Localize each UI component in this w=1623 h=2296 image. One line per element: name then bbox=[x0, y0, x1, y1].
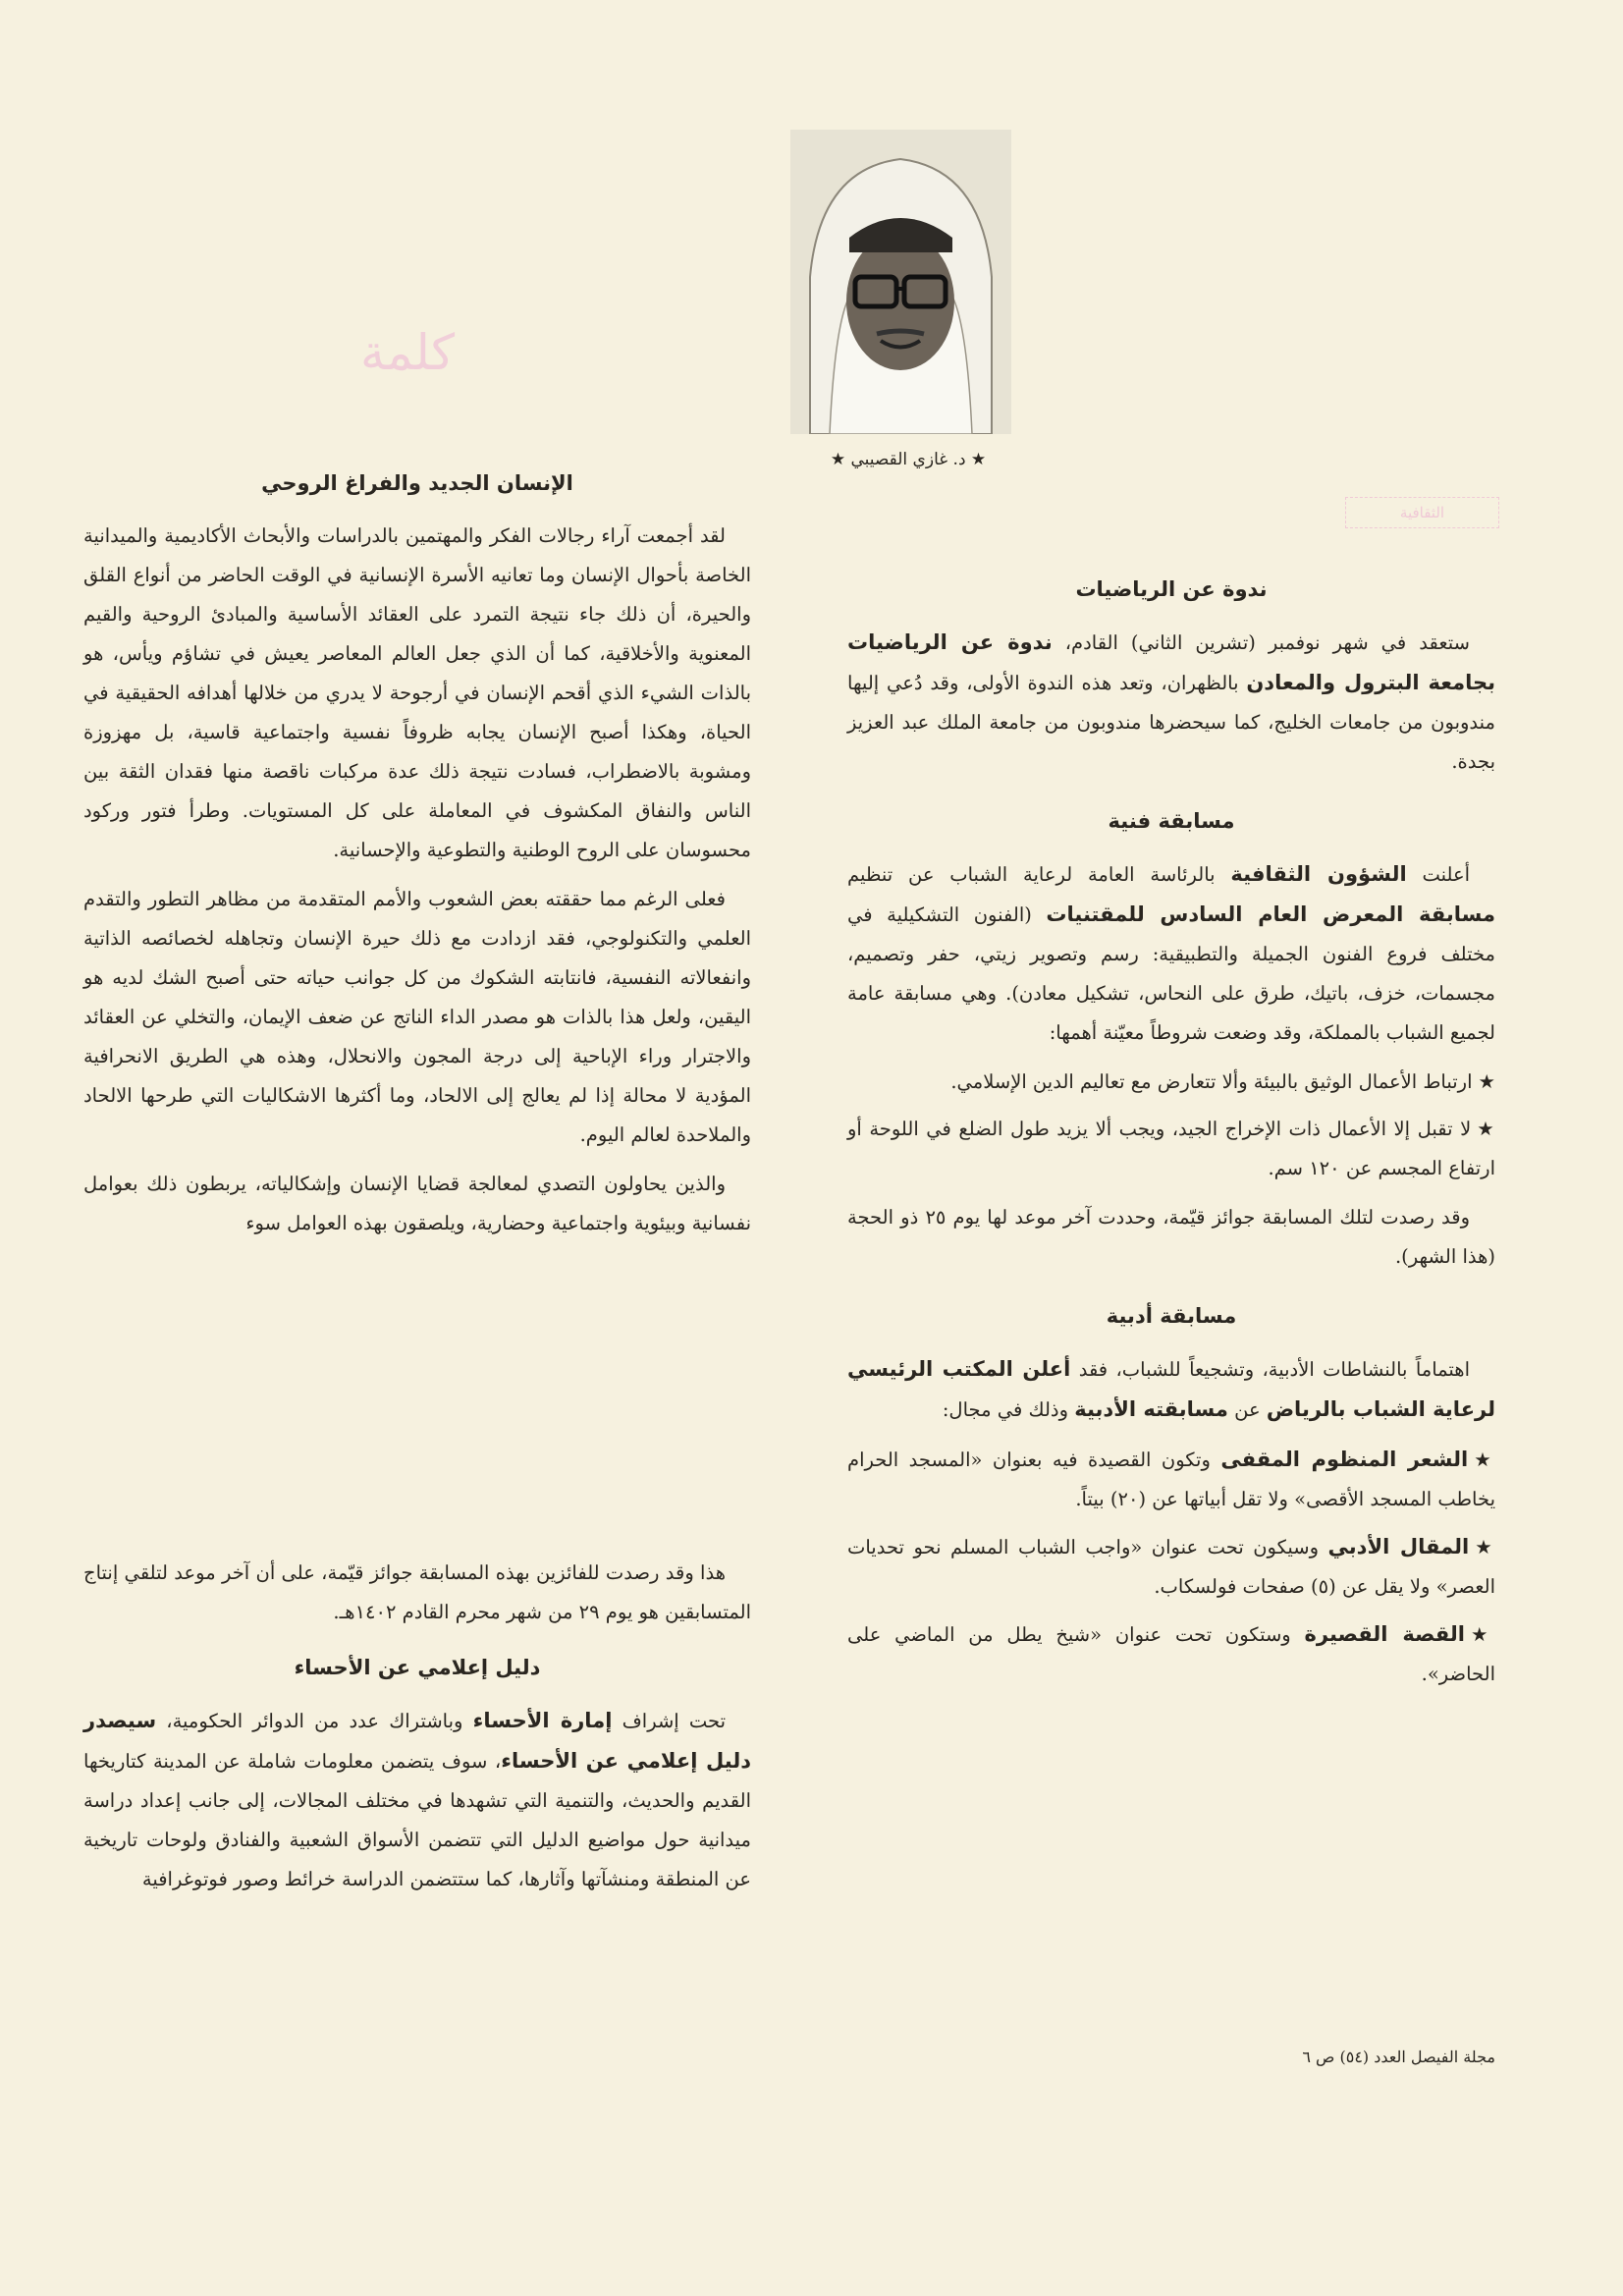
field-2-title: المقال الأدبي bbox=[1327, 1535, 1470, 1558]
portrait-photo bbox=[790, 130, 1011, 434]
fanniya-bold-2: مسابقة المعرض العام السادس للمقتنيات bbox=[1046, 902, 1495, 926]
star-icon: ★ bbox=[1475, 1536, 1496, 1558]
nadwa-bold: ندوة عن الرياضيات بجامعة البترول والمعادن bbox=[847, 630, 1496, 694]
ahsa-paragraph bbox=[83, 1701, 751, 1899]
adabiya-fields bbox=[847, 1440, 1495, 1694]
condition-2: لا تقبل إلا الأعمال ذات الإخراج الجيد، ويجب ألا يزيد طول الضلع في اللوحة أو ارتفاع المجسم عن ١٢٠ سم. bbox=[847, 1118, 1495, 1179]
fanniya-prizes: وقد رصدت لتلك المسابقة جوائز قيّمة، وحددت آخر موعد لها يوم ٢٥ ذو الحجة (هذا الشهر). bbox=[847, 1206, 1495, 1268]
condition-1: ارتباط الأعمال الوثيق بالبيئة وألا تتعارض مع تعاليم الدين الإسلامي. bbox=[950, 1070, 1473, 1093]
adabiya-text-e: وذلك في مجال: bbox=[942, 1398, 1069, 1421]
fanniya-bold-1: الشؤون الثقافية bbox=[1230, 862, 1407, 886]
list-item bbox=[847, 1527, 1495, 1607]
essay-paragraph-1: لقد أجمعت آراء رجالات الفكر والمهتمين بالدراسات والأبحاث الأكاديمية والميدانية الخاصة بأحوال الإنسان وما تعانيه الأسرة الإنسانية في الوقت الحاضر من أنواع القلق والحيرة، أن ذلك جاء نتيجة التمرد على العقائد الأساسية والمبادئ الروحية والقيم المعنوية والأخلاقية، كما أن الذي جعل العالم المعاصر يعيش في تشاؤم ويأس، هو بالذات الشيء الذي أقحم الإنسان في أرجوحة لا يدري من خلالها أهدافه الحقيقية في الحياة، وهكذا أصبح الإنسان يجابه ظروفاً نفسية واجتماعية قاسية، بل مهزوزة ومشوبة بالاضطراب، فسادت نتيجة ذلك عدة مركبات ناقصة منها فقدان الثقة بين الناس والنفاق المكشوف في المعاملة على كل المستويات. وطرأ فتور وركود محسوسان على الروح الوطنية والتطوعية والإحسانية. bbox=[83, 524, 751, 861]
adabiya-bold-2: مسابقته الأدبية bbox=[1074, 1397, 1228, 1421]
star-icon: ★ bbox=[1470, 1623, 1496, 1646]
right-column bbox=[847, 577, 1495, 1704]
field-2-text: وسيكون تحت عنوان «واجب الشباب المسلم نحو تحديات العصر» ولا يقل عن (٥) صفحات فولسكاب. bbox=[847, 1536, 1495, 1598]
essay-paragraph-2: فعلى الرغم مما حققته بعض الشعوب والأمم المتقدمة من مظاهر التطور والتقدم العلمي والتكنولوجي، فقد ازدادت مع ذلك حيرة الإنسان وتجاهله لخصائصه الذاتية وانفعالاته النفسية، فانتابته الشكوك من كل جوانب حياته حتى أصبح الشك لديه هو اليقين، ولعل هذا بالذات هو مصدر الداء الناتج عن ضعف الإيمان، والتخلي عن العقائد والاجترار وراء الإباحية إلى درجة المجون والانحلال، وهذه هي الطريق الانحرافية المؤدية لا محالة إذا لم يعالج إلى الالحاد، وما أكثرها الاشكاليات التي طرحها الالحاد والملاحدة لعالم اليوم. bbox=[83, 888, 751, 1146]
nadwa-text-c: بالظهران، وتعد هذه الندوة الأولى، وقد دُعي إليها مندوبون من جامعات الخليج، كما سيحضرها مندوبون من جامعة الملك عبد العزيز بجدة. bbox=[847, 672, 1495, 773]
nadwa-title: ندوة عن الرياضيات bbox=[1075, 577, 1268, 601]
essay-title: الإنسان الجديد والفراغ الروحي bbox=[261, 471, 573, 495]
portrait-icon bbox=[790, 130, 1011, 434]
nadwa-text-a: ستعقد في شهر نوفمبر (تشرين الثاني) القادم، bbox=[1064, 631, 1470, 654]
field-1-title: الشعر المنظوم المقفى bbox=[1220, 1448, 1469, 1471]
fanniya-paragraph bbox=[847, 854, 1495, 1053]
fanniya-text-c: بالرئاسة العامة لرعاية الشباب عن تنظيم bbox=[847, 863, 1216, 886]
page-footer: مجلة الفيصل العدد (٥٤) ص ٦ bbox=[1302, 2048, 1495, 2066]
portrait-caption: ★ د. غازي القصيبي ★ bbox=[830, 450, 987, 469]
nadwa-paragraph bbox=[847, 623, 1495, 782]
left-column-lower bbox=[83, 1554, 751, 1909]
section-stamp: الثقافية bbox=[1345, 497, 1499, 528]
field-3-text: وستكون تحت عنوان «شيخ يطل من الماضي على الحاضر». bbox=[847, 1623, 1495, 1685]
field-1-text: وتكون القصيدة فيه بعنوان «المسجد الحرام يخاطب المسجد الأقصى» ولا تقل أبياتها عن (٢٠) بيتاً. bbox=[847, 1449, 1495, 1510]
list-item bbox=[847, 1110, 1495, 1188]
adabiya-text-a: اهتماماً بالنشاطات الأدبية، وتشجيعاً للشباب، فقد bbox=[1078, 1358, 1471, 1381]
left-column-essay bbox=[83, 471, 751, 1253]
list-item bbox=[847, 1614, 1495, 1694]
list-item bbox=[847, 1063, 1495, 1102]
continuation-paragraph: هذا وقد رصدت للفائزين بهذه المسابقة جوائز قيّمة، على أن آخر موعد لتلقي إنتاج المتسابقين هو يوم ٢٩ من شهر محرم القادم ١٤٠٢هـ. bbox=[83, 1561, 751, 1623]
fanniya-title: مسابقة فنية bbox=[1108, 809, 1235, 833]
star-icon: ★ bbox=[1478, 1070, 1495, 1093]
fanniya-text-e: (الفنون التشكيلية في مختلف فروع الفنون الجميلة والتطبيقية: رسم وتصوير زيتي، حفر وتصميم، مجسمات، خزف، باتيك، طرق على النحاس، تشكيل معادن). وهي مسابقة عامة لجميع الشباب بالمملكة، وقد وضعت شروطاً معيّنة أهمها: bbox=[847, 903, 1495, 1044]
adabiya-title: مسابقة أدبية bbox=[1106, 1304, 1237, 1328]
ahsa-text-c: وباشتراك عدد من الدوائر الحكومية، bbox=[166, 1710, 463, 1732]
adabiya-text-c: عن bbox=[1234, 1398, 1261, 1421]
star-icon: ★ bbox=[1477, 1118, 1495, 1140]
ahsa-title: دليل إعلامي عن الأحساء bbox=[294, 1656, 541, 1679]
essay-paragraph-3: والذين يحاولون التصدي لمعالجة قضايا الإنسان وإشكالياته، يربطون ذلك بعوامل نفسانية وبيئوية واجتماعية وحضارية، ويلصقون بهذه العوامل سوء bbox=[83, 1173, 751, 1234]
field-3-title: القصة القصيرة bbox=[1304, 1622, 1465, 1646]
ahsa-text-a: تحت إشراف bbox=[622, 1710, 727, 1732]
kalima-heading: كلمة bbox=[359, 324, 456, 381]
ahsa-text-e: ، سوف يتضمن معلومات شاملة عن المدينة كتاريخها القديم والحديث، والتنمية التي تشهدها في مختلف المجالات، إلى جانب إعداد دراسة ميدانية حول مواضيع الدليل التي تتضمن الأسواق الشعبية والفنادق ولوحات تاريخية عن المنطقة ومنشآتها وآثارها، كما ستتضمن الدراسة خرائط وصور فوتوغرافية bbox=[83, 1750, 751, 1890]
adabiya-paragraph bbox=[847, 1349, 1495, 1430]
fanniya-text-a: أعلنت bbox=[1422, 863, 1471, 886]
star-icon: ★ bbox=[1474, 1449, 1495, 1471]
adabiya-bold-1: أعلن المكتب الرئيسي لرعاية الشباب بالرياض bbox=[847, 1357, 1495, 1421]
ahsa-bold-2: سيصدر دليل إعلامي عن الأحساء bbox=[83, 1709, 751, 1773]
ahsa-bold-1: إمارة الأحساء bbox=[472, 1709, 613, 1732]
list-item bbox=[847, 1440, 1495, 1519]
fanniya-conditions bbox=[847, 1063, 1495, 1188]
